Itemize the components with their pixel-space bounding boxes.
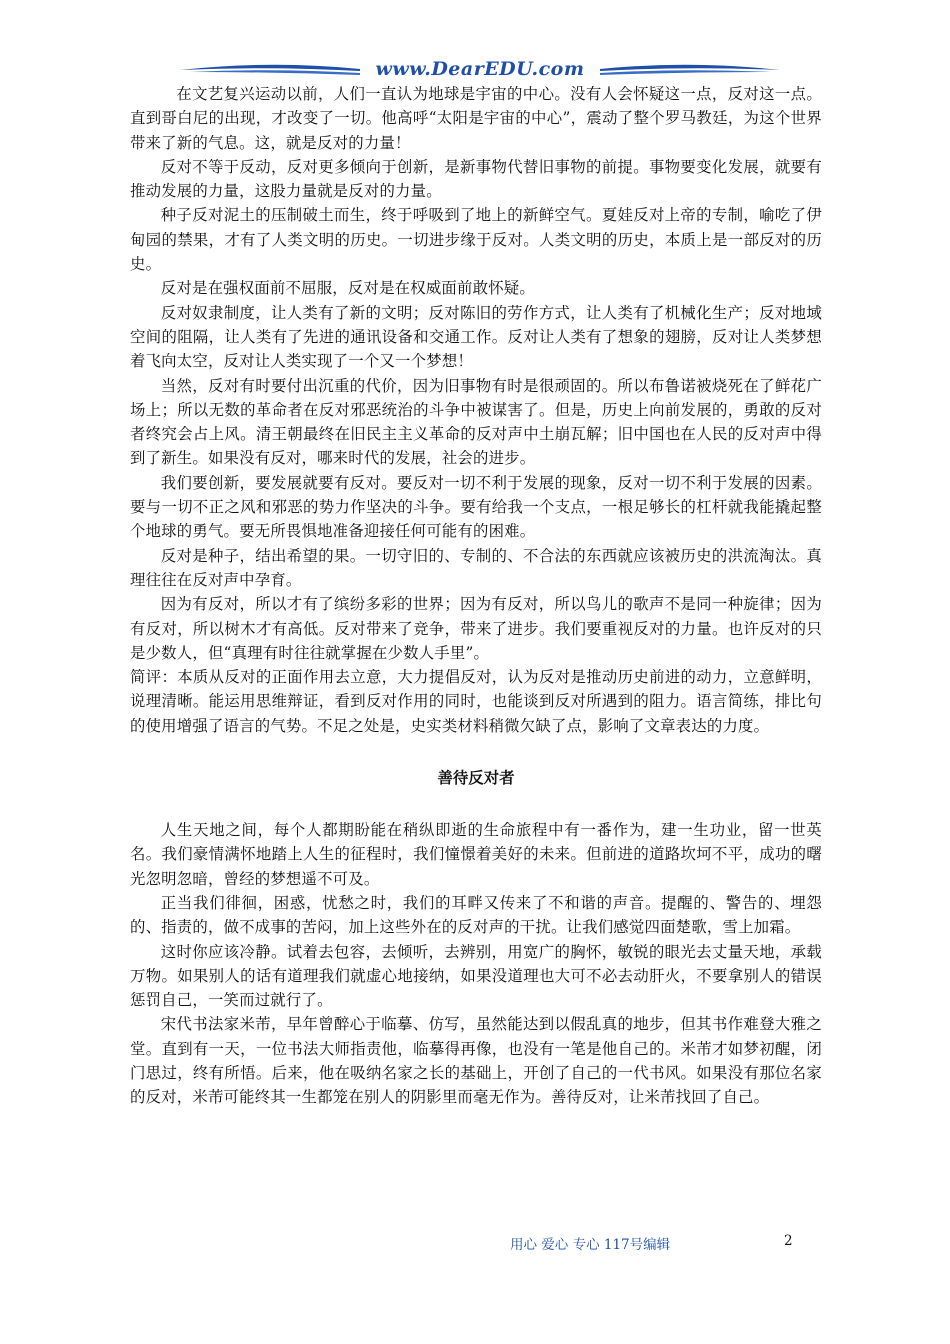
document-body <box>130 82 822 1110</box>
paragraph: 正当我们徘徊，困惑，忧愁之时，我们的耳畔又传来了不和谐的声音。提醒的、警告的、埋怨的、指责的，做不成事的苦闷，加上这些外在的反对声的干扰。让我们感觉四面楚歌，雪上加霜。 <box>130 893 822 937</box>
paragraph: 反对奴隶制度，让人类有了新的文明；反对陈旧的劳作方式，让人类有了机械化生产；反对地域空间的阻隔，让人类有了先进的通讯设备和交通工作。反对让人类有了想象的翅膀，反对让人类梦想着飞向太空，反对让人类实现了一个又一个梦想！ <box>130 303 822 371</box>
essay-title: 善待反对者 <box>437 769 515 788</box>
paragraph: 反对是在强权面前不屈服，反对是在权威面前敢怀疑。 <box>160 279 535 298</box>
paragraph: 种子反对泥土的压制破土而生，终于呼吸到了地上的新鲜空气。夏娃反对上帝的专制，喻吃了伊甸园的禁果，才有了人类文明的历史。一切进步缘于反对。人类文明的历史，本质上是一部反对的历史。 <box>130 206 822 274</box>
paragraph: 我们要创新，要发展就要有反对。要反对一切不利于发展的现象，反对一切不利于发展的因素。要与一切不正之风和邪恶的势力作坚决的斗争。要有给我一个支点，一根足够长的杠杆就我能撬起整个地球的勇气。要无所畏惧地准备迎接任何可能有的困难。 <box>130 473 822 541</box>
paragraph: 在文艺复兴运动以前，人们一直认为地球是宇宙的中心。没有人会怀疑这一点，反对这一点。直到哥白尼的出现，才改变了一切。他高呼“太阳是宇宙的中心”，震动了整个罗马教廷，为这个世界带来了新的气息。这，就是反对的力量！ <box>130 85 822 152</box>
paragraph: 这时你应该冷静。试着去包容，去倾听，去辨别，用宽广的胸怀，敏锐的眼光去丈量天地，承载万物。如果别人的话有道理我们就虚心地接纳，如果没道理也大可不必去动肝火，不要拿别人的错误惩罚自己，一笑而过就行了。 <box>130 942 822 1010</box>
paragraph: 当然，反对有时要付出沉重的代价，因为旧事物有时是很顽固的。所以布鲁诺被烧死在了鲜花广场上；所以无数的革命者在反对邪恶统治的斗争中被谋害了。但是，历史上向前发展的，勇敢的反对者终究会占上风。清王朝最终在旧民主主义革命的反对声中土崩瓦解；旧中国也在人民的反对声中得到了新生。如果没有反对，哪来时代的发展，社会的进步。 <box>130 376 822 468</box>
paragraph: 因为有反对，所以才有了缤纷多彩的世界；因为有反对，所以鸟儿的歌声不是同一种旋律；因为有反对，所以树木才有高低。反对带来了竞争，带来了进步。我们要重视反对的力量。也许反对的只是少数人，但“真理有时往往就掌握在少数人手里”。 <box>130 595 822 662</box>
paragraph: 宋代书法家米芾，早年曾醉心于临摹、仿写，虽然能达到以假乱真的地步，但其书作难登大雅之堂。直到有一天，一位书法大师指责他，临摹得再像，也没有一笔是他自己的。米芾才如梦初醒，闭门思过，终有所悟。后来，他在吸纳名家之长的基础上，开创了自己的一代书风。如果没有那位名家的反对，米芾可能终其一生都笼在别人的阴影里而毫无作为。善待反对，让米芾找回了自己。 <box>130 1015 822 1107</box>
footer-text: 用心 爱心 专心 117号编辑 <box>510 1237 671 1253</box>
review-paragraph: 简评：本质从反对的正面作用去立意，大力提倡反对，认为反对是推动历史前进的动力，立意鲜明，说理清晰。能运用思维辩证，看到反对作用的同时，也能谈到反对所遇到的阻力。语言简练，排比句的使用增强了语言的气势。不足之处是，史实类材料稍微欠缺了点，影响了文章表达的力度。 <box>130 668 822 735</box>
page-number: 2 <box>784 1233 793 1249</box>
paragraph: 人生天地之间，每个人都期盼能在稍纵即逝的生命旅程中有一番作为，建一生功业，留一世英名。我们豪情满怀地踏上人生的征程时，我们憧憬着美好的未来。但前进的道路坎坷不平，成功的曙光忽明忽暗，曾经的梦想遥不可及。 <box>130 821 822 888</box>
paragraph: 反对不等于反动，反对更多倾向于创新，是新事物代替旧事物的前提。事物要变化发展，就要有推动发展的力量，这股力量就是反对的力量。 <box>130 157 822 201</box>
site-logo-text[interactable]: www.DearEDU.com <box>375 58 585 80</box>
paragraph: 反对是种子，结出希望的果。一切守旧的、专制的、不合法的东西就应该被历史的洪流淘汰。真理往往在反对声中孕育。 <box>130 546 822 589</box>
